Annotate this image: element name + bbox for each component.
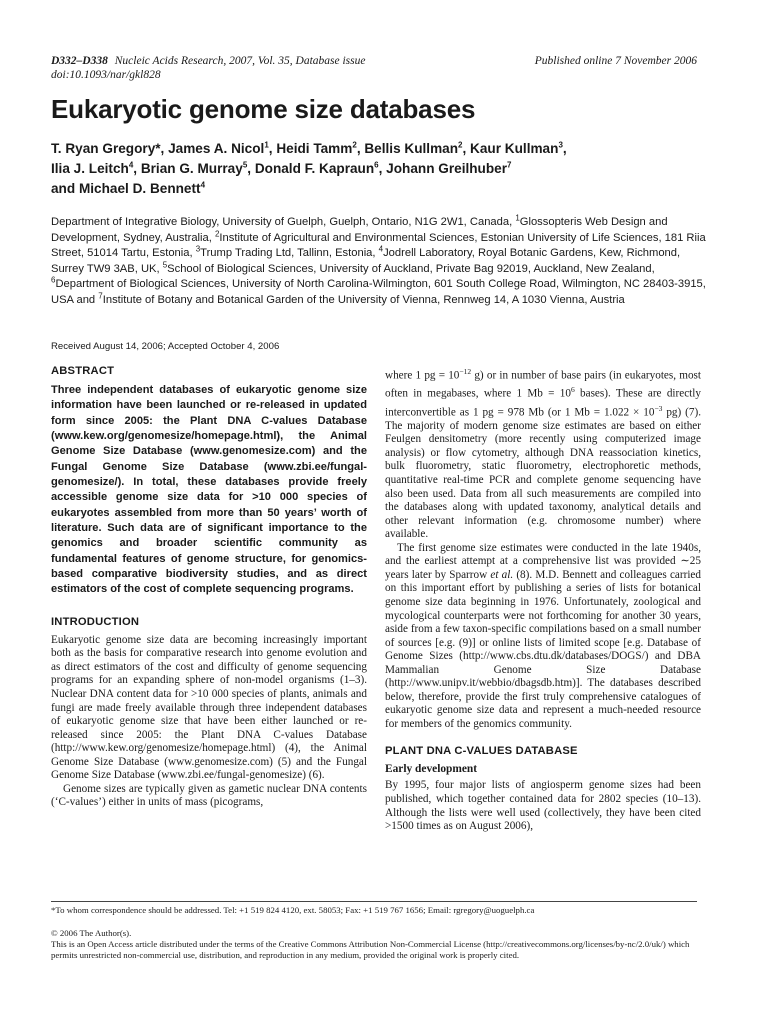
affiliation-mark: 1 [264,140,269,150]
separator: , [562,141,567,156]
journal-citation: Nucleic Acids Research, 2007, Vol. 35, Database issue [114,55,366,67]
plant-paragraph-1: By 1995, four major lists of angiosperm genome sizes had been published, which together contained data for 2802 species (10–13). Although the lists were well used (collectively, they have been cited >1500 times as on August 2006), [385,779,701,833]
affiliation-mark: 7 [98,291,103,301]
intro-paragraph-2-continued [385,365,701,542]
author: Ilia J. Leitch [51,161,129,176]
author: James A. Nicol [168,141,265,156]
affiliation-mark: 5 [162,260,168,270]
affiliation-text: Jodrell Laboratory, Royal Botanic Gardens, Kew, Richmond, Surrey TW9 3AB, UK, [51,247,681,275]
affiliation-mark: 3 [558,140,563,150]
author: , Bellis Kullman [356,141,459,156]
affiliation-mark: 6 [374,160,379,170]
affiliation-mark: 6 [51,275,56,285]
affiliation-mark: 1 [515,213,520,223]
text-run: g) or in number of base pairs (in eukaryotes, most often in megabases, where 1 Mb = 10 [385,369,702,401]
intro-paragraph-1: Eukaryotic genome size data are becoming increasingly important both as the basis for comparative research into genome evolution and as direct estimators of the cost and difficulty of genome sequencing programs for an expanding sphere of non-model organisms (1–3). Nuclear DNA content data for >10 000 species of plants, animals and fungi are made freely available through three independent databases of eukaryotic genome size that have been either launched or re-released since 2005: the Plant DNA C-values Database (http://www.kew.org/genomesize/homepage.html) (4), the Animal Genome Size Database (www.genomesize.com) (5) and the Fungal Genome Size Database (www.zbi.ee/fungal-genomesize) (6). [51,633,367,782]
affiliation-text: Department of Integrative Biology, University of Guelph, Guelph, Ontario, N1G 2W1, Canada, [51,216,516,228]
affiliation-mark: 4 [378,244,384,254]
affiliation-mark: 7 [507,160,512,170]
text-run: where 1 pg = 10 [385,369,460,382]
page-range: D332–D338 [51,55,108,67]
affiliation-text: Department of Biological Sciences, University of North Carolina-Wilmington, 601 South College Road, Wilmington, NC 28403-3915, USA and [51,278,706,306]
affiliation-mark: 4 [128,160,134,170]
correspondence-note: *To whom correspondence should be addressed. Tel: +1 519 824 4120, ext. 58053; Fax: +1 519 767 1656; Email: rgregory@uoguelph.ca [51,905,535,915]
text-run: pg) (7). The majority of modern genome size estimates are based on either Feulgen densitometry (more recently using computerized image analysis) or flow cytometry, although DNA reassociation kinetics, bulk fluorometry, static fluorometry, electrophoretic methods, quantitative real-time PCR and complete genome sequencing have also been used. Data from all such measurements are compiled into the databases along with updated taxonomy, analytical details and other relevant information (e.g. chromosome number) where available. [385,406,701,541]
text-run: (8). M.D. Bennett and colleagues carried on this important effort by publishing a series of lists for botanical genome size data beginning in 1976. Unfortunately, zoological and mycological counterparts were not forthcoming for another 30 years, aside from a few taxon-specific compilations based on a small number of sources [e.g. (9)] or online lists of limited scope [e.g. Database of Genome Sizes (http://www.cbs.dtu.dk/databases/DOGS/) and DBA Mammalian Genome Size Database (http://www.unipv.it/webbio/dbagsdb.htm)]. The databases described below, therefore, provide the first truly comprehensive catalogues of eukaryotic genome size data and represent a much-needed resource for members of the genomics community. [385,568,701,730]
affiliation-mark: 3 [195,244,201,254]
article-title: Eukaryotic genome size databases [51,94,476,124]
et-al: et al. [490,568,514,581]
copyright: © 2006 The Author(s). [51,928,132,938]
plant-db-heading: PLANT DNA C-VALUES DATABASE [385,745,578,758]
affiliations [51,215,711,309]
intro-paragraph-3 [385,542,701,732]
author: and Michael D. Bennett [51,181,201,196]
affiliation-mark: 4 [200,180,206,190]
author-list [51,139,701,199]
published-date: Published online 7 November 2006 [534,55,697,67]
right-column [385,365,701,834]
exponent: −3 [654,403,663,413]
intro-paragraph-2: Genome sizes are typically given as gametic nuclear DNA contents (‘C-values’) either in units of mass (picograms, [51,782,367,809]
author: , Heidi Tamm [268,141,353,156]
affiliation-text: Institute of Botany and Botanical Garden of the University of Vienna, Rennweg 14, A 1030 Vienna, Austria [102,293,625,306]
affiliation-text: Institute of Agricultural and Environmental Sciences, Estonian University of Life Sciences, 181 Riia Street, 51014 Tartu, Estonia, [51,231,706,260]
early-development-subheading: Early development [385,763,478,776]
exponent: 6 [570,385,575,395]
abstract-text: Three independent databases of eukaryotic genome size information have been launched or re-released in updated form since 2005: the Plant DNA C-values Database (www.kew.org/genomesize/homepage.html), the Animal Genome Size Database (www.genomesize.com) and the Fungal Genome Size Database (www.zbi.ee/fungal-genomesize/). In total, these databases provide freely accessible genome size data for >10 000 species of eukaryotes assembled from more than 50 years’ worth of literature. Such data are of significant importance to the genomics and broader scientific community as fundamental features of genome structure, for genomics-based comparative biodiversity studies, and as direct estimators of the cost of complete sequencing programs. [51,384,367,596]
affiliation-mark: 2 [458,140,463,150]
author: T. Ryan Gregory*, [51,141,169,156]
affiliation-text: School of Biological Sciences, University of Auckland, Private Bag 92019, Auckland, New Zealand, [167,262,655,275]
affiliation-mark: 5 [242,160,248,170]
author: , Kaur Kullman [462,141,559,156]
exponent: −12 [459,367,472,376]
affiliation-mark: 2 [352,140,357,150]
received-dates: Received August 14, 2006; Accepted October 4, 2006 [51,341,280,352]
left-column [51,365,367,810]
license-text: This is an Open Access article distributed under the terms of the Creative Commons Attribution Non-Commercial License (http://creativecommons.org/licenses/by-nc/2.0/uk/) which permits unrestricted non-commercial use, distribution, and reproduction in any medium, provided the original work is properly cited. [51,939,690,960]
text-run: bases). These are directly interconvertible as 1 pg = 978 Mb (or 1 Mb = 1.022 × 10 [385,388,701,419]
doi: doi:10.1093/nar/gkl828 [51,69,161,81]
affiliation-mark: 2 [214,228,220,238]
footnote-rule [51,901,697,902]
abstract-heading: ABSTRACT [51,365,115,377]
introduction-heading: INTRODUCTION [51,615,140,628]
text-run: The first genome size estimates were conducted in the late 1940s, and the earliest attempt at a comprehensive list was provided ∼25 years later by Sparrow [385,541,701,581]
citation-block [51,54,365,82]
author: , Brian G. Murray [133,161,243,176]
author: , Johann Greilhuber [378,161,508,176]
license-note [51,928,701,961]
author: , Donald F. Kapraun [247,161,375,176]
affiliation-text: Trump Trading Ltd, Tallinn, Estonia, [200,247,379,260]
affiliation-text: Glossopteris Web Design and Development, Sydney, Australia, [51,216,668,244]
